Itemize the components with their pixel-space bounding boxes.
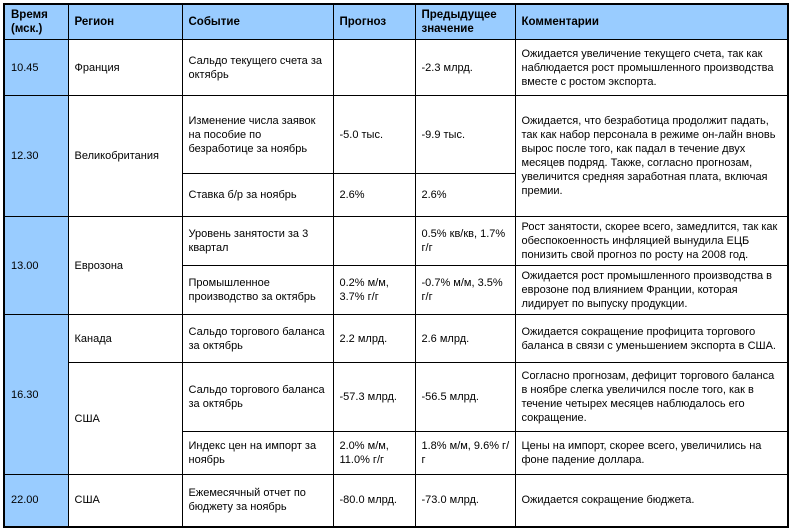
previous-value-cell: -73.0 млрд. [415,475,515,527]
event-cell: Сальдо торгового баланса за октябрь [182,315,333,363]
col-header-previous: Предыдущее значение [415,4,515,40]
region-cell: США [68,475,182,527]
event-cell: Изменение числа заявок на пособие по безработице за ноябрь [182,96,333,174]
event-cell: Уровень занятости за 3 квартал [182,217,333,266]
previous-value-cell: 1.8% м/м, 9.6% г/г [415,432,515,475]
forecast-cell: -5.0 тыс. [333,96,415,174]
forecast-cell [333,217,415,266]
forecast-cell: -80.0 млрд. [333,475,415,527]
event-cell: Промышленное производство за октябрь [182,266,333,315]
comment-cell: Ожидается увеличение текущего счета, так как наблюдается рост промышленного производства вместе с ростом экспорта. [515,40,788,96]
event-cell: Ставка б/р за ноябрь [182,174,333,217]
comment-cell: Ожидается сокращение бюджета. [515,475,788,527]
comment-cell: Цены на импорт, скорее всего, увеличились на фоне падение доллара. [515,432,788,475]
comment-cell: Рост занятости, скорее всего, замедлится, так как обеспокоенность инфляцией вынудила ЕЦБ понизить свой прогноз по росту на 2008 год. [515,217,788,266]
forecast-cell: 0.2% м/м, 3.7% г/г [333,266,415,315]
economic-calendar-table [3,3,789,528]
region-cell: Канада [68,315,182,363]
region-cell: Франция [68,40,182,96]
col-header-comments: Комментарии [515,4,788,40]
region-cell: Великобритания [68,96,182,217]
previous-value-cell: 2.6% [415,174,515,217]
event-cell: Индекс цен на импорт за ноябрь [182,432,333,475]
table-row [4,475,788,527]
previous-value-cell: -0.7% м/м, 3.5% г/г [415,266,515,315]
region-cell: Еврозона [68,217,182,315]
time-cell: 22.00 [4,475,68,527]
table-row [4,40,788,96]
time-cell: 13.00 [4,217,68,315]
event-cell: Сальдо торгового баланса за октябрь [182,363,333,432]
time-cell: 16.30 [4,315,68,475]
forecast-cell [333,40,415,96]
previous-value-cell: -9.9 тыс. [415,96,515,174]
table-row [4,217,788,266]
comment-cell: Ожидается рост промышленного производства в еврозоне под влиянием Франции, которая лидирует по выпуску продукции. [515,266,788,315]
event-cell: Ежемесячный отчет по бюджету за ноябрь [182,475,333,527]
previous-value-cell: -2.3 млрд. [415,40,515,96]
table-row [4,96,788,174]
col-header-forecast: Прогноз [333,4,415,40]
forecast-cell: 2.0% м/м, 11.0% г/г [333,432,415,475]
comment-cell: Ожидается, что безработица продолжит падать, так как набор персонала в режиме он-лайн вновь вырос после того, как падал в течение двух месяцев подряд. Также, согласно прогнозам, увеличится средняя заработная плата, включая премии. [515,96,788,217]
forecast-cell: 2.2 млрд. [333,315,415,363]
header-row [4,4,788,40]
col-header-region: Регион [68,4,182,40]
previous-value-cell: -56.5 млрд. [415,363,515,432]
previous-value-cell: 0.5% кв/кв, 1.7% г/г [415,217,515,266]
comment-cell: Ожидается сокращение профицита торгового баланса в связи с уменьшением экспорта в США. [515,315,788,363]
table-row [4,315,788,363]
event-cell: Сальдо текущего счета за октябрь [182,40,333,96]
col-header-event: Событие [182,4,333,40]
comment-cell: Согласно прогнозам, дефицит торгового баланса в ноябре слегка увеличился после того, как в течение четырех месяцев наблюдалось его сокращение. [515,363,788,432]
time-cell: 12.30 [4,96,68,217]
forecast-cell: -57.3 млрд. [333,363,415,432]
region-cell: США [68,363,182,475]
forecast-cell: 2.6% [333,174,415,217]
col-header-time: Время (мск.) [4,4,68,40]
time-cell: 10.45 [4,40,68,96]
previous-value-cell: 2.6 млрд. [415,315,515,363]
table-row [4,363,788,432]
